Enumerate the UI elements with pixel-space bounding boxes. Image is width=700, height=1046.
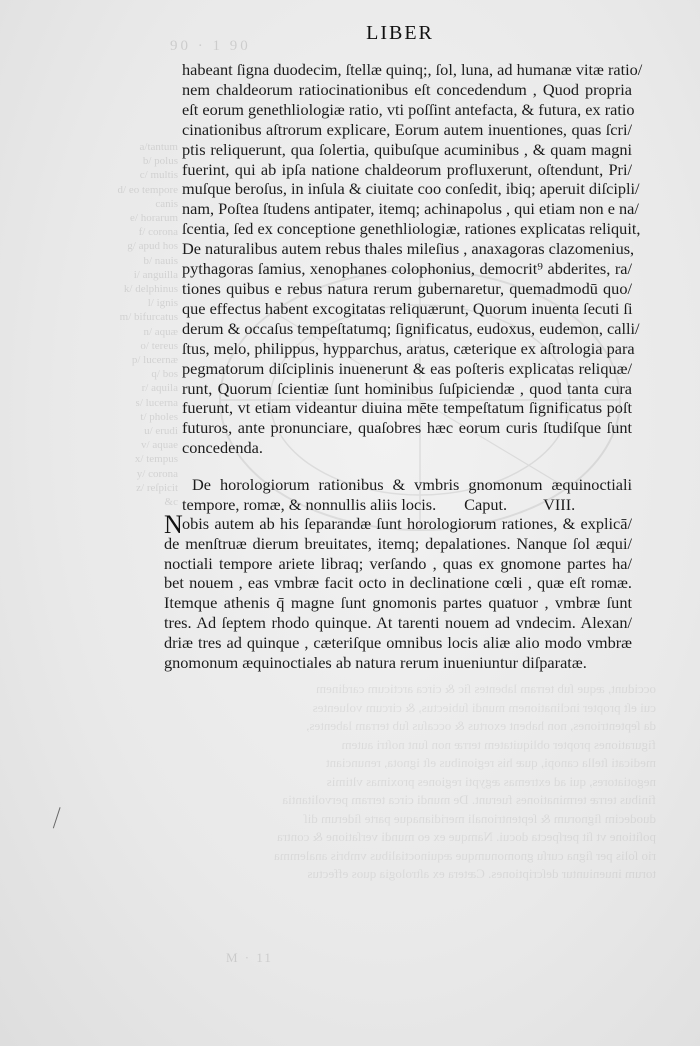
text-line: ſcentia, ſed ex conceptione genethliologiæ, rationes explicatas reliquit, bbox=[182, 219, 641, 239]
chapter-heading-title-end: tempore, romæ, & nonnullis aliis locis. bbox=[182, 494, 437, 514]
running-head bbox=[0, 22, 700, 45]
text-line: De naturalibus autem rebus thales mileſius , anaxagoras clazomenius, bbox=[182, 239, 635, 259]
text-line: tres. Ad ſeptem rhodo quinque. At tarenti nouem ad vndecim. Alexan/ bbox=[164, 612, 632, 632]
text-line: tiones quibus e rebus natura rerum gubernaretur, quemadmodū quo/ bbox=[182, 278, 632, 298]
text-line: obis autem ab his ſeparandæ ſunt horologiorum rationes, & explicā/ bbox=[182, 514, 632, 533]
text-line: driæ tres ad quinque , cæteriſque omnibus locis aliæ alio modo vmbræ bbox=[164, 632, 632, 652]
text-line: noctiali tempore ariete libraq; verſando , quas ex gnomone partes ha/ bbox=[164, 553, 632, 573]
ink-mark bbox=[53, 807, 68, 831]
text-line: gnomonum æquinoctiales ab natura rerum inueniuntur diſparatæ. bbox=[164, 652, 587, 672]
show-through-lower-text: occidunt, æque ſub terram labentes ſic & circa arcticum cardinem cui eſt propter inclinationem mundi ſubiectus, & circum voluentes da ſeptentriones, non habent exortus & occaſus ſub terram labentes, figurationes propter obliquitatem terræ non ſunt noſtri autem medicati ſtella canopi, quæ his regionibus eſt ignota, renunciant negotiatores, qui ad extremas ægypti regiones proximas vltimis finibus terræ terminationes fuerunt. De mundi circa terram pervolitantia duodecim ſignorum & ſeptentrionali meridianaque parte ſiderum diſ poſitione vt ſit perſpecta docui. Namque ex eo mundi verſatione & contra rio ſolis per ſigna curſu gnomonumque æquinoctialibus vmbris analemma torum inueniuntur deſcriptiones. Cætera ex aſtrologia quos effectus bbox=[274, 681, 656, 881]
text-line: cinationibus aſtrorum explicare, Eorum autem inuentiones, quas ſcri/ bbox=[182, 119, 632, 139]
text-line: fuerint, qui ab ipſa natione chaldeorum profluxerunt, oſtendunt, Pri/ bbox=[182, 159, 632, 179]
chapter-heading-line: De horologiorum rationibus & vmbris gnomonum æquinoctiali bbox=[192, 475, 632, 494]
text-line: muſque beroſus, in inſula & ciuitate coo conſedit, ibiq; aperuit diſcipli/ bbox=[182, 179, 640, 199]
text-line: pegmatorum diſciplinis inuenerunt & eas poſteris explicatas reliquæ/ bbox=[182, 358, 632, 378]
text-line: nem chaldeorum ratiocinationibus eſt concedendum , Quod propria bbox=[182, 79, 632, 99]
text-line: fuerunt, vt etiam videantur diuina mēte tempeſtatum ſignificatus poſt bbox=[182, 398, 632, 418]
text-line: runt, Quorum ſcientiæ ſunt hominibus ſuſpiciendæ , quod tanta cura bbox=[182, 378, 632, 398]
chapter-heading bbox=[182, 475, 632, 515]
text-line: ſtus, melo, philippus, hypparchus, aratus, cæterique ex aſtrologia para bbox=[182, 338, 635, 358]
chapter-heading-line bbox=[182, 495, 632, 515]
text-line: ptis reliquerunt, qua ſolertia, quibuſque acuminibus , & quam magni bbox=[182, 139, 632, 159]
text-line: futuros, ante pronunciare, quaſobres hæc eorum curis ſtudiſque ſunt bbox=[182, 418, 632, 438]
text-line: derum & occaſus tempeſtatumq; ſignificatus, eudoxus, eudemon, calli/ bbox=[182, 318, 640, 338]
text-line: pythagoras ſamius, xenophanes colophonius, democrit⁹ abderites, ra/ bbox=[182, 259, 632, 279]
initial-letter: N bbox=[164, 510, 183, 539]
text-line: habeant ſigna duodecim, ſtellæ quinq;, ſol, luna, ad humanæ vitæ ratio/ bbox=[182, 60, 643, 79]
running-head-text: LIBER bbox=[366, 22, 434, 44]
show-through-folio: 90 · 1 90 bbox=[170, 38, 251, 54]
text-line: que effectus habent excogitatas reliquærunt, Quorum inuenta ſecuti ſi bbox=[182, 298, 633, 318]
main-paragraph bbox=[182, 60, 643, 458]
text-line: Itemque athenis q̄ magne ſunt gnomonis partes quatuor , vmbræ ſunt bbox=[164, 593, 632, 613]
chapter-paragraph bbox=[164, 510, 632, 672]
text-line: de menſtruæ dierum breuitates, itemq; depalationes. Nanque ſol æqui/ bbox=[164, 533, 632, 553]
chapter-number: VIII. bbox=[543, 494, 576, 514]
show-through-margin-notes: a/tantum b/ polus c/ multis d/ eo tempore canis e/ horarum f/ corona g/ apud hos b/ nauis i/ anguilla k/ delphinus l/ ignis m/ bifurcatus n/ aquæ o/ tereus p/ lucernæ q/ bos r/ aquila s/ lucerna t/ pholes u/ erudi v/ aquae x/ tempus y/ corona z/ reſpicit &c bbox=[117, 141, 178, 509]
show-through-signature-mark: M · 11 bbox=[226, 950, 273, 965]
text-line: concedenda. bbox=[182, 438, 263, 458]
text-line: bet nouem , eas vmbræ facit octo in declinatione cœli , quæ eſt romæ. bbox=[164, 573, 632, 593]
chapter-label: Caput. bbox=[464, 494, 508, 514]
text-line: eſt eorum genethliologiæ ratio, vti poſſint antefacta, & futura, ex ratio bbox=[182, 99, 635, 119]
text-line: nam, Poſtea ſtudens antipater, itemq; achinapolus , qui etiam non e na/ bbox=[182, 199, 639, 219]
